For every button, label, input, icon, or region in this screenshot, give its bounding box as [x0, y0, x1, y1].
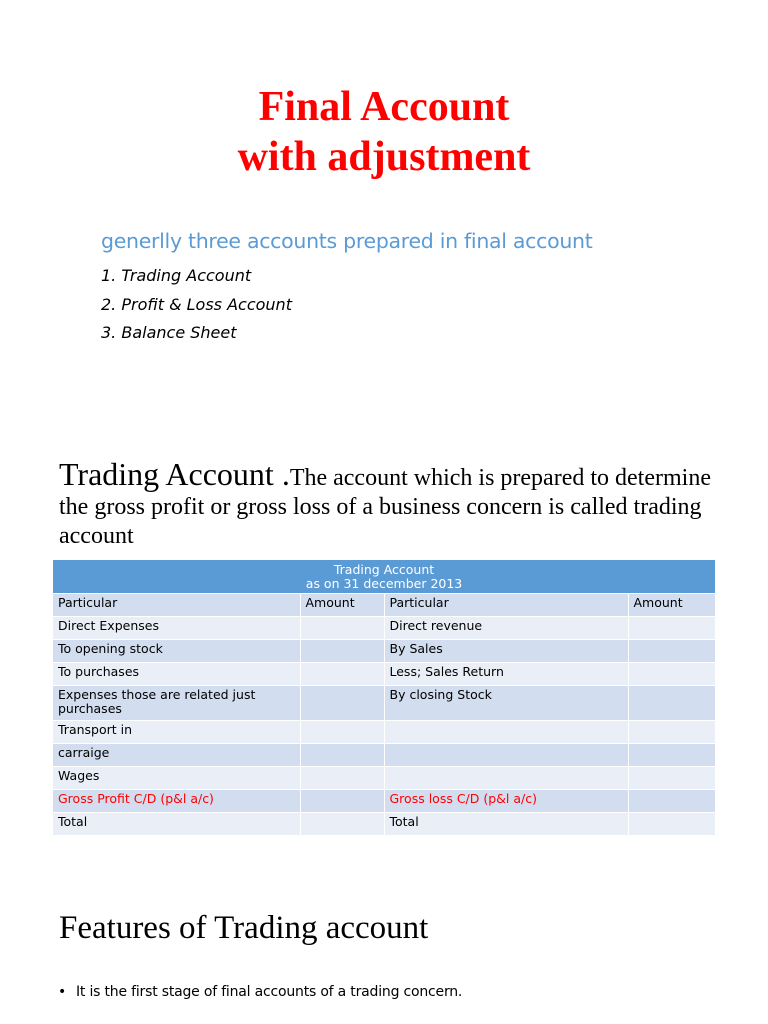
table-cell	[300, 744, 384, 767]
table-row	[53, 721, 715, 744]
feature-bullet	[58, 984, 462, 1000]
table-cell	[628, 617, 715, 640]
table-header-row	[53, 594, 715, 617]
bullet-icon: •	[58, 984, 67, 1000]
table-cell	[300, 663, 384, 686]
features-heading: Features of Trading account	[59, 910, 429, 946]
trading-definition	[59, 456, 739, 551]
title-line-2: with adjustment	[237, 134, 531, 180]
table-cell	[628, 686, 715, 721]
table-cell: Expenses those are related just purchases	[53, 686, 300, 721]
table-title	[53, 560, 715, 594]
table-row	[53, 767, 715, 790]
table-cell: To purchases	[53, 663, 300, 686]
trading-heading: Trading Account .	[59, 456, 290, 492]
table-row	[53, 663, 715, 686]
table-cell	[628, 767, 715, 790]
table-cell: carraige	[53, 744, 300, 767]
list-item: 3. Balance Sheet	[101, 323, 237, 342]
list-item: 2. Profit & Loss Account	[101, 294, 292, 314]
table-cell: Total	[53, 813, 300, 836]
table-cell	[300, 721, 384, 744]
subtitle: generlly three accounts prepared in final account	[101, 229, 593, 253]
table-cell	[300, 617, 384, 640]
gross-loss-cell: Gross loss C/D (p&l a/c)	[384, 790, 628, 813]
table-cell: Less; Sales Return	[384, 663, 628, 686]
table-cell	[300, 640, 384, 663]
table-row	[53, 744, 715, 767]
table-cell	[628, 663, 715, 686]
table-cell: Direct revenue	[384, 617, 628, 640]
table-cell	[628, 640, 715, 663]
table-cell: By Sales	[384, 640, 628, 663]
table-row	[53, 640, 715, 663]
table-cell	[628, 721, 715, 744]
trading-definition-text: The account which is prepared to determine the gross profit or gross loss of a business concern is called trading account	[59, 465, 711, 549]
trading-account-table	[53, 560, 715, 835]
table-cell	[384, 721, 628, 744]
table-cell	[300, 790, 384, 813]
table-cell	[628, 790, 715, 813]
table-cell	[300, 767, 384, 790]
table-cell: To opening stock	[53, 640, 300, 663]
table-cell	[628, 813, 715, 836]
table-cell: Total	[384, 813, 628, 836]
column-header: Amount	[300, 594, 384, 617]
column-header: Particular	[384, 594, 628, 617]
table-row	[53, 813, 715, 836]
column-header: Amount	[628, 594, 715, 617]
account-list	[101, 264, 292, 350]
table-cell: Direct Expenses	[53, 617, 300, 640]
table-cell	[628, 744, 715, 767]
table-row	[53, 617, 715, 640]
title-line-1: Final Account	[258, 84, 510, 130]
page-title	[0, 82, 768, 182]
table-cell: Wages	[53, 767, 300, 790]
list-item: 1. Trading Account	[101, 266, 252, 285]
table-cell: Transport in	[53, 721, 300, 744]
table-cell	[384, 744, 628, 767]
gross-profit-cell: Gross Profit C/D (p&l a/c)	[53, 790, 300, 813]
table-row	[53, 790, 715, 813]
table-cell: By closing Stock	[384, 686, 628, 721]
table-title-line-2: as on 31 december 2013	[305, 575, 463, 591]
table-cell	[300, 813, 384, 836]
table-title-line-1: Trading Account	[333, 561, 435, 577]
table-cell	[300, 686, 384, 721]
feature-bullet-text: It is the first stage of final accounts of a trading concern.	[76, 984, 463, 1000]
table-cell	[384, 767, 628, 790]
table-row	[53, 686, 715, 721]
column-header: Particular	[53, 594, 300, 617]
